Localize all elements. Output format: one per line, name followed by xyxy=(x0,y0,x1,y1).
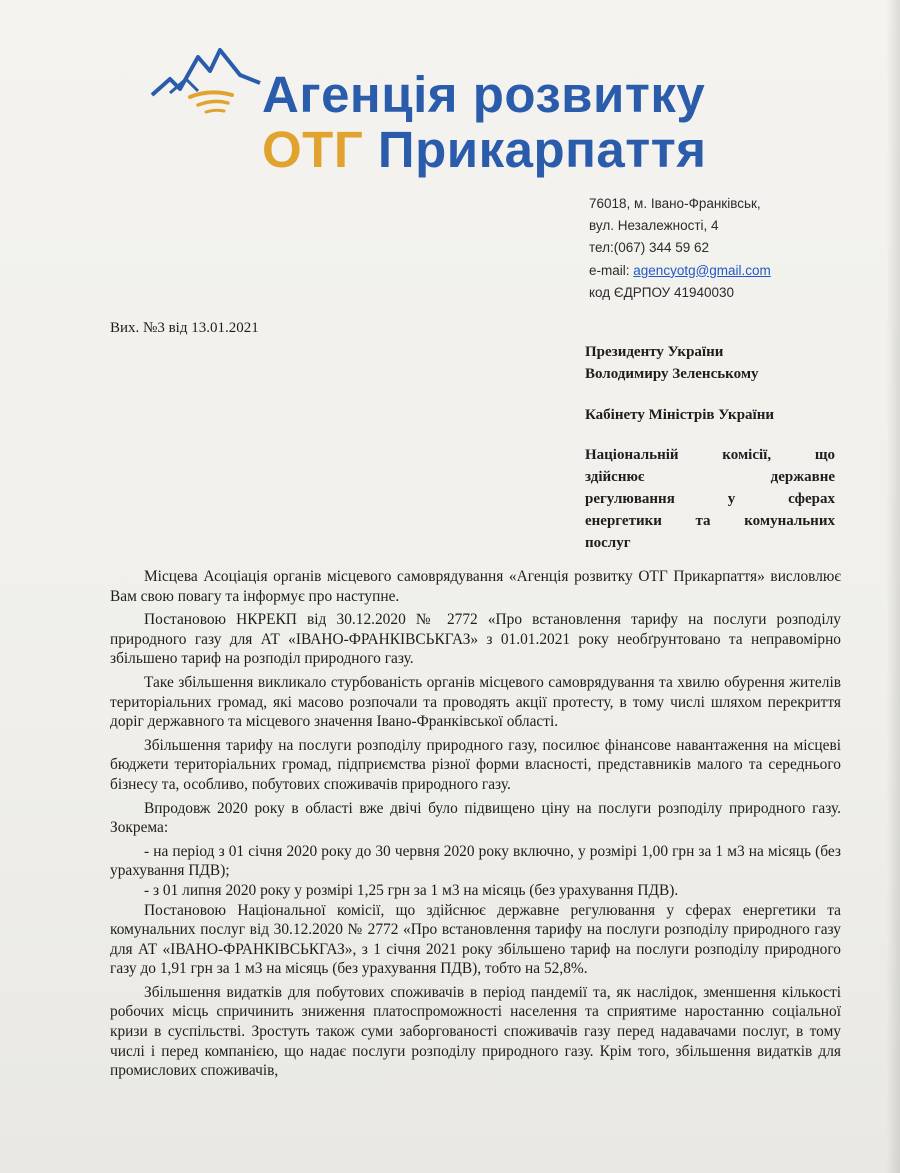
outgoing-number: Вих. №3 від 13.01.2021 xyxy=(110,320,259,336)
address-edrpou: код ЄДРПОУ 41940030 xyxy=(589,284,735,300)
word: регулювання xyxy=(585,491,675,507)
logo-region-text: Прикарпаття xyxy=(377,121,707,178)
addressee-line: Володимиру Зеленському xyxy=(585,366,759,382)
word: сферах xyxy=(788,491,835,507)
word: послуг xyxy=(585,535,631,551)
paragraph: Таке збільшення викликало стурбованість органів місцевого самоврядування та хвилю обурення жителів територіальних громад, які масово розпочали та проводять акції протесту, в тому числі шляхом перекриття доріг державного та місцевого значення Івано-Франківської області. xyxy=(110,673,841,731)
email-label: e-mail: xyxy=(589,262,630,278)
logo-title-line1: Агенція розвитку xyxy=(262,66,706,123)
word: та xyxy=(695,513,711,529)
addressee-line xyxy=(585,510,835,532)
list-item: - з 01 липня 2020 року у розмірі 1,25 грн за 1 м3 на місяць (без урахування ПДВ). xyxy=(144,881,679,899)
addressee-line xyxy=(585,532,835,554)
addressee-line xyxy=(585,444,835,466)
mountain-logo-icon xyxy=(150,45,262,120)
word: комісії, xyxy=(722,447,772,463)
paragraph: Постановою НКРЕКП від 30.12.2020 № 2772 «Про встановлення тарифу на послуги розподілу природного газу для АТ «ІВАНО-ФРАНКІВСЬКГАЗ» з 01.01.2021 року необґрунтовано та неправомірно збільшено тариф на розподіл природного газу. xyxy=(110,611,841,668)
word: державне xyxy=(770,469,835,485)
agency-logo xyxy=(150,45,750,178)
word: Національній xyxy=(585,447,679,463)
addressee-president xyxy=(585,341,835,385)
paragraph: Впродовж 2020 року в області вже двічі було підвищено ціну на послуги розподілу природного газу. Зокрема: xyxy=(110,799,841,837)
list-item: - на період з 01 січня 2020 року до 30 червня 2020 року включно, у розмірі 1,00 грн за 1 м3 на місяць (без урахування ПДВ); xyxy=(110,842,841,880)
paragraph: Місцева Асоціація органів місцевого самоврядування «Агенція розвитку ОТГ Прикарпаття» висловлює Вам свою повагу та інформує про наступне. xyxy=(110,568,841,605)
paragraph: Постановою Національної комісії, що здійснює державне регулювання у сферах енергетики та комунальних послуг від 30.12.2020 № 2772 «Про встановлення тарифу на послуги розподілу природного газу для АТ «ІВАНО-ФРАНКІВСЬКГАЗ», з 1 січня 2021 року збільшено тариф на послуги розподілу природного газу до 1,91 грн за 1 м3 на місяць (без урахування ПДВ), тобто на 52,8%. xyxy=(110,901,841,978)
word: що xyxy=(814,447,835,463)
logo-otg-text: ОТГ xyxy=(262,121,364,178)
address-block xyxy=(589,193,771,304)
letter-body xyxy=(110,567,841,1085)
address-street: вул. Незалежності, 4 xyxy=(589,218,719,234)
email-link[interactable]: agencyotg@gmail.com xyxy=(633,262,771,278)
paragraph: Збільшення видатків для побутових споживачів в період пандемії та, як наслідок, зменшення кількості робочих місць спричинить зниження платоспроможності населення та сприятиме наростанню соціальної кризи в суспільстві. Зростуть також суми заборгованості споживачів газу перед надавачами послуг, в тому числі і перед компанією, що надає послуги розподілу природного газу. Крім того, збільшення видатків для промислових споживачів, xyxy=(110,983,841,1080)
addressee-line xyxy=(585,488,835,510)
page-edge-shadow xyxy=(886,0,900,1173)
addressee-line xyxy=(585,466,835,488)
addressee-nkrekp xyxy=(585,444,835,554)
paragraph: Збільшення тарифу на послуги розподілу природного газу, посилює фінансове навантаження на місцеві бюджети територіальних громад, підприємства різної форми власності, представників малого та середнього бізнесу та, особливо, побутових споживачів природного газу. xyxy=(110,736,841,793)
word: здійснює xyxy=(585,469,645,485)
word: енергетики xyxy=(585,513,662,529)
address-email-row xyxy=(589,260,771,282)
addressee-cabinet: Кабінету Міністрів України xyxy=(585,407,774,423)
word: у xyxy=(727,491,736,507)
address-city: 76018, м. Івано-Франківськ, xyxy=(589,196,761,211)
word: комунальних xyxy=(744,513,835,529)
logo-title-line2 xyxy=(262,120,707,179)
address-phone: тел:(067) 344 59 62 xyxy=(589,240,710,256)
addressee-line: Президенту України xyxy=(585,344,724,360)
